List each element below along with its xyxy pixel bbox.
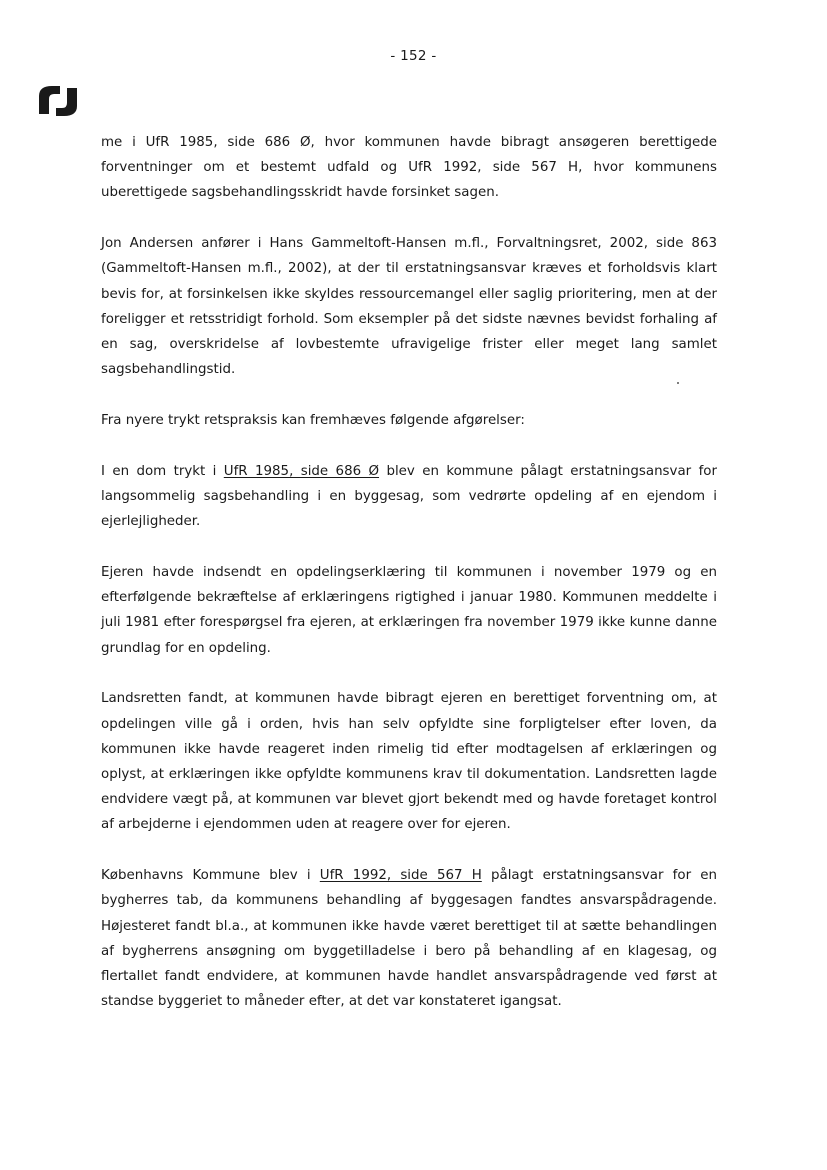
paragraph-7-rest: pålagt erstatningsansvar for en bygherres tab, da kommunens behandling af byggesagen fandtes ansvarspådragende. Højesteret fandt bl.a., at kommunen ikke havde været berettiget til at sætte behandlingen af bygherrens ansøgning om byggetilladelse i bero på behandling af en klagesag, og flertallet fandt endvidere, at kommunen havde handlet ansvarspådragende ved først at standse byggeriet to måneder efter, at det var konstateret igangsat. <box>101 868 718 1010</box>
paragraph-7-lead: Københavns Kommune blev i <box>101 868 320 884</box>
body-text <box>101 130 717 1040</box>
publisher-logo-icon <box>36 84 80 118</box>
paragraph-4 <box>101 459 717 535</box>
paragraph-3: Fra nyere trykt retspraksis kan fremhæves følgende afgørelser: <box>101 413 525 429</box>
case-reference-ufr-1985[interactable]: UfR 1985, side 686 Ø <box>223 463 380 479</box>
page-number: - 152 - <box>390 48 437 64</box>
paragraph-1: me i UfR 1985, side 686 Ø, hvor kommunen havde bibragt ansøgeren berettigede forventninger om et bestemt udfald og UfR 1992, side 567 H, hvor kommunens uberettigede sagsbehandlingsskridt havde forsinket sagen. <box>101 135 717 201</box>
paragraph-7 <box>101 863 717 1014</box>
paragraph-4-lead: I en dom trykt i <box>101 463 224 479</box>
paragraph-5: Ejeren havde indsendt en opdelingserklæring til kommunen i november 1979 og en efterfølgende bekræftelse af erklæringens rigtighed i januar 1980. Kommunen meddelte i juli 1981 efter forespørgsel fra ejeren, at erklæringen fra november 1979 ikke kunne danne grundlag for en opdeling. <box>101 565 717 656</box>
paragraph-6: Landsretten fandt, at kommunen havde bibragt ejeren en berettiget forventning om, at opdelingen ville gå i orden, hvis han selv opfyldte sine forpligtelser efter loven, da kommunen ikke havde reageret inden rimelig tid efter modtagelsen af erklæringen og oplyst, at erklæringen ikke opfyldte kommunens krav til dokumentation. Landsretten lagde endvidere vægt på, at kommunen var blevet gjort bekendt med og havde foretaget kontrol af arbejderne i ejendommen uden at reagere over for ejeren. <box>101 691 717 833</box>
case-reference-ufr-1992[interactable]: UfR 1992, side 567 H <box>319 868 482 884</box>
paragraph-4-rest: blev en kommune pålagt erstatningsansvar for langsommelig sagsbehandling i en byggesag, som vedrørte opdeling af en ejendom i ejerlejligheder. <box>101 463 717 530</box>
paragraph-2: Jon Andersen anfører i Hans Gammeltoft-Hansen m.fl., Forvaltningsret, 2002, side 863 (Gammeltoft-Hansen m.fl., 2002), at der til erstatningsansvar kræves et forholdsvis klart bevis for, at forsinkelsen ikke skyldes ressourcemangel eller saglig prioritering, men at der foreligger et retsstridigt forhold. Som eksempler på det sidste nævnes bevidst forhaling af en sag, overskridelse af lovbestemte ufravigelige frister eller meget lang samlet sagsbehandlingstid. <box>101 236 717 378</box>
